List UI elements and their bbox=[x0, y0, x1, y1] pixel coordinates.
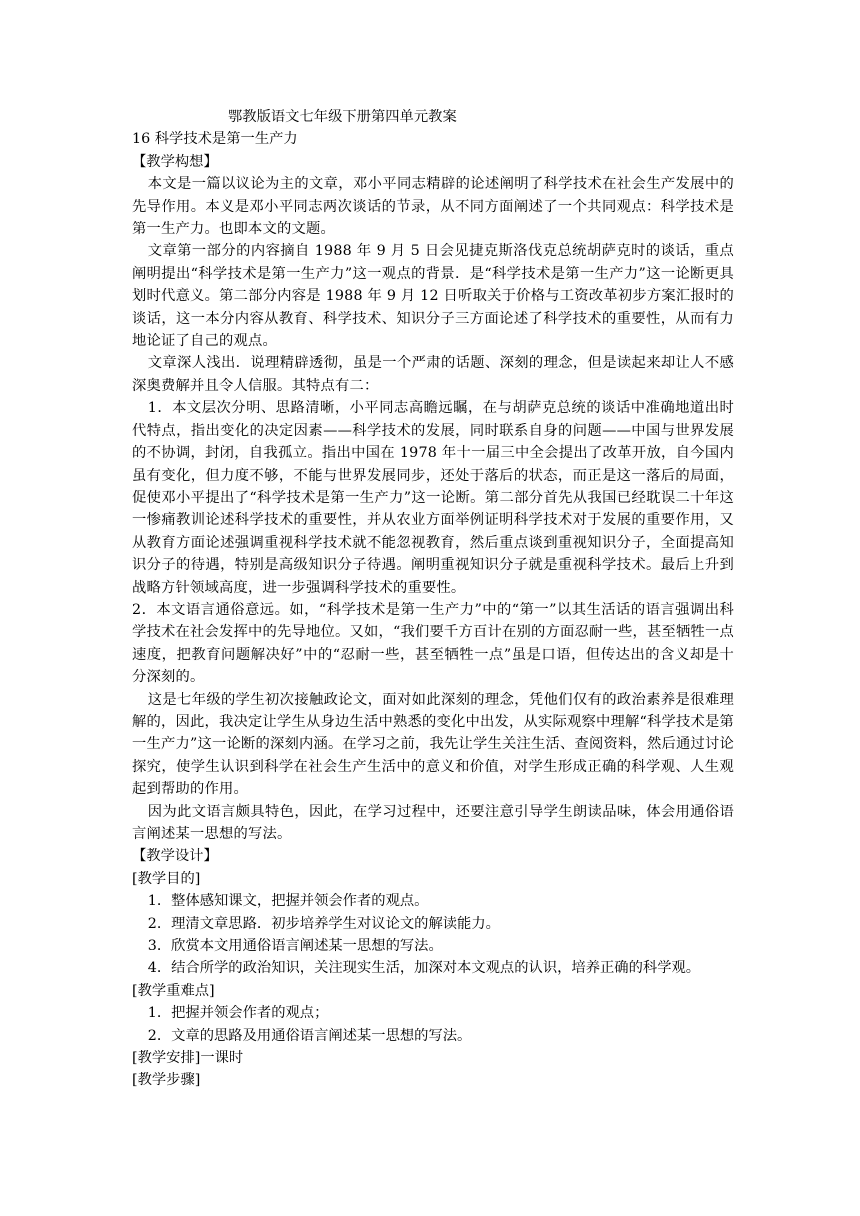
paragraph-student-context: 这是七年级的学生初次接触政论文，面对如此深刻的理念，凭他们仅有的政治素养是很难理解的，因此，我决定让学生从身边生活中熟悉的变化中出发，从实际观察中理解“科学技术是第一生产力”这一论断的深刻内涵。在学习之前，我先让学生关注生活、查阅资料，然后通过讨论探究，使学生认识到科学在社会生产生活中的意义和价值，对学生形成正确的科学观、人生观起到帮助的作用。 bbox=[132, 691, 734, 798]
steps-heading: [教学步骤] bbox=[132, 1072, 201, 1089]
document-page bbox=[132, 106, 734, 1092]
goals-heading: [教学目的] bbox=[132, 870, 201, 887]
lesson-heading: 16 科学技术是第一生产力 bbox=[132, 131, 298, 148]
section-heading-concept: 【教学构想】 bbox=[132, 153, 218, 170]
paragraph-feature-1: 1．本文层次分明、思路清晰，小平同志高瞻远瞩，在与胡萨克总统的谈话中准确地道出时代特点，指出变化的决定因素——科学技术的发展，同时联系自身的问题——中国与世界发展的不协调，封闭，自我孤立。指出中国在 1978 年十一届三中全会提出了改革开放，自今国内虽有变化，但力度不够，不能与世界发展同步，还处于落后的状态，而正是这一落后的局面，促使邓小平提出了“科学技术是第一生产力”这一论断。第二部分首先从我国已经耽误二十年这一惨痛教训论述科学技术的重要性，并从农业方面举例证明科学技术对于发展的重要作用，又从教育方面论述强调重视科学技术就不能忽视教育，然后重点谈到重视知识分子，全面提高知识分子的待遇，特别是高级知识分子待遇。阐明重视知识分子就是重视科学技术。最后上升到战略方针领域高度，进一步强调科学技术的重要性。 bbox=[132, 400, 734, 596]
paragraph-style: 文章深人浅出．说理精辟透彻，虽是一个严肃的话题、深刻的理念，但是读起来却让人不感深奥费解并且令人信服。其特点有二： bbox=[132, 355, 734, 394]
arrangement-line: [教学安排]一课时 bbox=[132, 1050, 244, 1067]
paragraph-feature-2: 2．本文语言通俗意远。如，“科学技术是第一生产力”中的“第一”以其生活话的语言强调出科学技术在社会发挥中的先导地位。又如，“我们要千方百计在别的方面忍耐一些，甚至牺牲一点速度，把教育问题解决好”中的“忍耐一些，甚至牺牲一点”虽是口语，但传达出的含义却是十分深刻的。 bbox=[132, 601, 734, 686]
paragraph-reading-focus: 因为此文语言颇具特色，因此，在学习过程中，还要注意引导学生朗读品味，体会用通俗语言阐述某一思想的写法。 bbox=[132, 803, 734, 842]
goal-item: 4．结合所学的政治知识，关注现实生活，加深对本文观点的认识，培养正确的科学观。 bbox=[147, 960, 701, 977]
goal-item: 2．理清文章思路．初步培养学生对议论文的解读能力。 bbox=[147, 915, 500, 932]
key-point-item: 2．文章的思路及用通俗语言阐述某一思想的写法。 bbox=[147, 1027, 472, 1044]
goal-item: 3．欣赏本文用通俗语言阐述某一思想的写法。 bbox=[147, 938, 443, 955]
paragraph-intro: 本文是一篇以议论为主的文章，邓小平同志精辟的论述阐明了科学技术在社会生产发展中的先导作用。本义是邓小平同志两次谈话的节录，从不同方面阐述了一个共同观点：科学技术是第一生产力。也即本文的文题。 bbox=[132, 176, 734, 238]
key-point-item: 1．把握并领会作者的观点； bbox=[147, 1005, 329, 1022]
goal-item: 1．整体感知课文，把握并领会作者的观点。 bbox=[147, 893, 429, 910]
section-heading-design: 【教学设计】 bbox=[132, 848, 218, 865]
paragraph-structure: 文章第一部分的内容摘自 1988 年 9 月 5 日会见捷克斯洛伐克总统胡萨克时的谈话，重点阐明提出“科学技术是第一生产力”这一观点的背景．是“科学技术是第一生产力”这一论断更具划时代意义。第二部分内容是 1988 年 9 月 12 日听取关于价格与工资改革初步方案汇报时的谈话，这一本分内容从教育、科学技术、知识分子三方面论述了科学技术的重要性，从而有力地论证了自己的观点。 bbox=[132, 243, 734, 350]
key-points-heading: [教学重难点] bbox=[132, 982, 215, 999]
document-title: 鄂教版语文七年级下册第四单元教案 bbox=[228, 109, 457, 125]
